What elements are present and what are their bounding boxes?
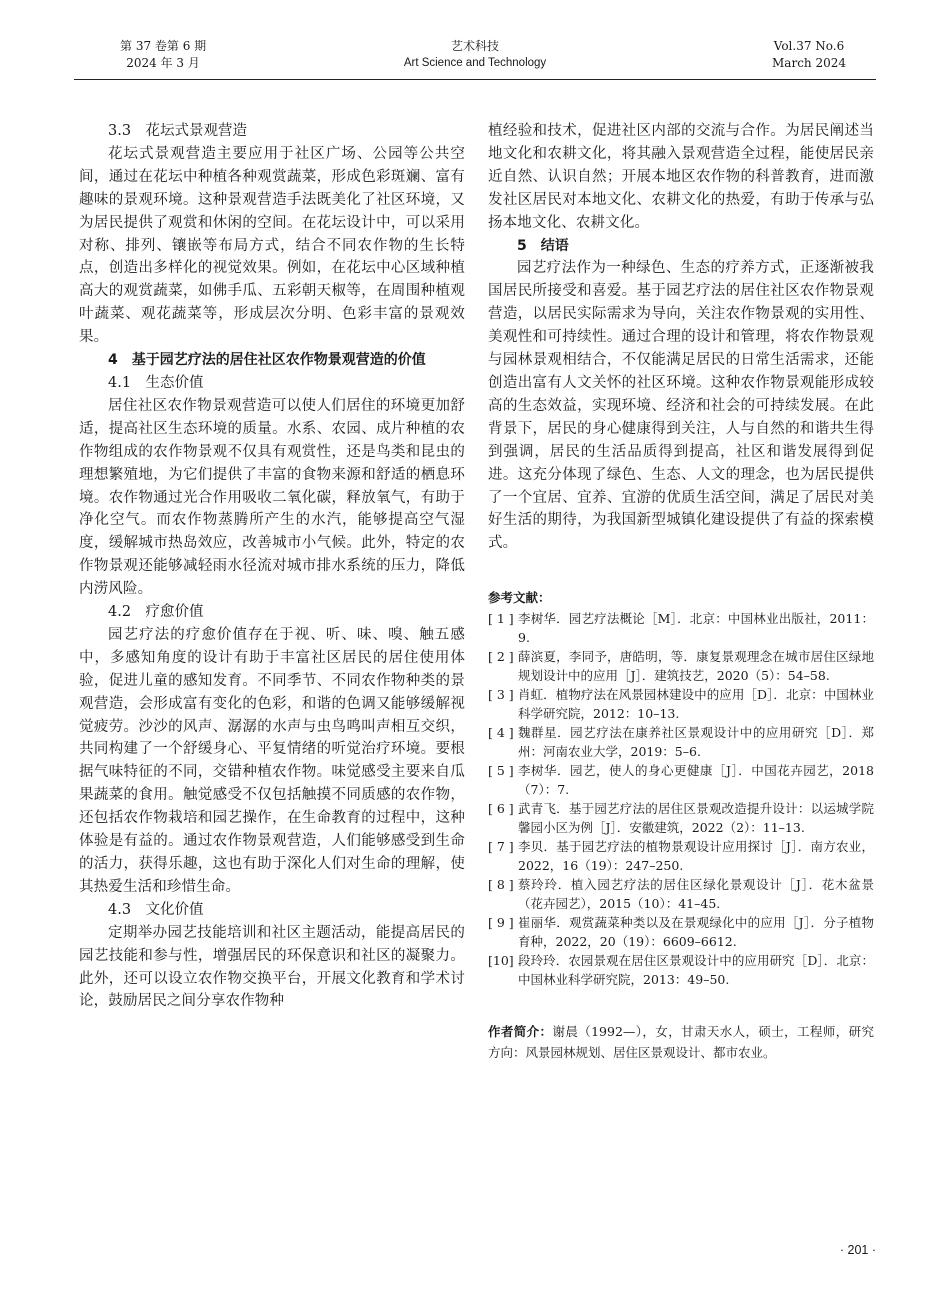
reference-number: [10]	[488, 953, 514, 969]
reference-number: [ 5 ]	[488, 763, 514, 779]
section-5-heading: 5 结语	[517, 237, 569, 254]
references-heading: 参考文献：	[488, 590, 551, 606]
reference-item	[488, 647, 874, 685]
section-3-3-heading: 3.3 花坛式景观营造	[108, 123, 248, 139]
section-4-heading: 4 基于园艺疗法的居住社区农作物景观营造的价值	[108, 352, 426, 369]
section-4-3-heading: 4.3 文化价值	[108, 901, 204, 918]
reference-text: 魏群星．园艺疗法在康养社区景观设计中的应用研究［D］．郑州：河南农业大学，2019：5–6.	[518, 725, 874, 760]
header-journal-title-en: Art Science and Technology	[403, 57, 547, 69]
reference-text: 武青飞．基于园艺疗法的居住区景观改造提升设计：以运城学院馨园小区为例［J］．安徽建筑，2022（2）：11–13.	[518, 801, 874, 836]
left-column	[79, 120, 465, 1013]
header-journal	[74, 38, 876, 72]
reference-item	[488, 685, 874, 723]
header-rule	[74, 79, 876, 80]
section-4-3-paragraph: 定期举办园艺技能培训和社区主题活动，能提高居民的园艺技能和参与性，增强居民的环保意识和社区的凝聚力。此外，还可以设立农作物交换平台，开展文化教育和学术讨论，鼓励居民之间分享农作物种	[79, 924, 465, 1010]
reference-item	[488, 761, 874, 799]
reference-item	[488, 951, 874, 989]
reference-item	[488, 799, 874, 837]
section-4-2-heading: 4.2 疗愈价值	[108, 604, 204, 621]
reference-text: 李贝．基于园艺疗法的植物景观设计应用探讨［J］．南方农业，2022，16（19）：247–250.	[518, 839, 874, 874]
reference-item	[488, 837, 874, 875]
reference-text: 薛滨夏，李同予，唐皓明，等．康复景观理念在城市居住区绿地规划设计中的应用［J］．建筑技艺，2020（5）：54–58.	[518, 649, 874, 684]
reference-item	[488, 913, 874, 951]
section-4-2-paragraph: 园艺疗法的疗愈价值存在于视、听、味、嗅、触五感中，多感知角度的设计有助于丰富社区居民的居住使用体验，促进儿童的感知发育。不同季节、不同农作物种类的景观营造，会形成富有变化的色彩，和谐的色调又能够缓解视觉疲劳。沙沙的风声、潺潺的水声与虫鸟鸣叫声相互交织，共同构建了一个舒缓身心、平复情绪的听觉治疗环境。要根据气味特征的不同，交错种植农作物。味觉感受主要来自瓜果蔬菜的食用。触觉感受不仅包括触摸不同质感的农作物，还包括农作物栽培和园艺操作，在生命教育的过程中，这种体验是有益的。通过农作物景观营造，人们能够感受到生命的活力，获得乐趣，这也有助于深化人们对生命的理解，使其热爱生活和珍惜生命。	[79, 626, 465, 895]
references	[488, 589, 874, 989]
section-4-1-heading: 4.1 生态价值	[108, 374, 204, 391]
header-volume-en: Vol.37 No.6	[773, 39, 845, 53]
reference-item	[488, 609, 874, 647]
reference-number: [ 4 ]	[488, 725, 514, 741]
header-date: 2024 年 3 月	[126, 56, 200, 70]
reference-item	[488, 723, 874, 761]
author-bio-label: 作者简介：	[488, 1024, 553, 1040]
header-journal-title-cn: 艺术科技	[450, 39, 499, 53]
section-4-1-paragraph: 居住社区农作物景观营造可以使人们居住的环境更加舒适，提高社区生态环境的质量。水系、农园、成片种植的农作物组成的农作物景观不仅具有观赏性，还是鸟类和昆虫的理想繁殖地，为它们提供了丰富的食物来源和舒适的栖息环境。农作物通过光合作用吸收二氧化碳，释放氧气，有助于净化空气。而农作物蒸腾所产生的水汽，能够提高空气湿度，缓解城市热岛效应，改善城市小气候。此外，特定的农作物景观还能够减轻雨水径流对城市排水系统的压力，降低内涝风险。	[79, 397, 465, 598]
page-number: · 201 ·	[839, 1243, 876, 1257]
reference-number: [ 7 ]	[488, 839, 514, 855]
author-bio	[488, 1021, 874, 1063]
running-header	[74, 32, 876, 82]
reference-number: [ 3 ]	[488, 687, 514, 703]
header-volume: 第 37 卷第 6 期	[120, 39, 207, 53]
reference-text: 段玲玲．农园景观在居住区景观设计中的应用研究［D］．北京：中国林业科学研究院，2013：49–50.	[518, 953, 874, 988]
section-3-3-paragraph: 花坛式景观营造主要应用于社区广场、公园等公共空间，通过在花坛中种植各种观赏蔬菜，形成色彩斑斓、富有趣味的景观环境。这种景观营造手法既美化了社区环境，又为居民提供了观赏和休闲的空间。在花坛设计中，可以采用对称、排列、镶嵌等布局方式，结合不同农作物的生长特点，创造出多样化的视觉效果。例如，在花坛中心区域种植高大的观赏蔬菜，如佛手瓜、五彩朝天椒等，在周围种植观叶蔬菜、观花蔬菜等，形成层次分明、色彩丰富的景观效果。	[79, 145, 465, 346]
reference-number: [ 1 ]	[488, 611, 514, 627]
reference-text: 崔丽华．观赏蔬菜种类以及在景观绿化中的应用［J］．分子植物育种，2022，20（19）：6609–6612.	[518, 915, 874, 950]
section-5-paragraph: 园艺疗法作为一种绿色、生态的疗养方式，正逐渐被我国居民所接受和喜爱。基于园艺疗法的居住社区农作物景观营造，以居民实际需求为导向，关注农作物景观的实用性、美观性和可持续性。通过合理的设计和管理，将农作物景观与园林景观相结合，不仅能满足居民的日常生活需求，还能创造出富有人文关怀的社区环境。这种农作物景观能形成较高的生态效益，实现环境、经济和社会的可持续发展。在此背景下，居民的身心健康得到关注，人与自然的和谐共生得到强调，居民的生活品质得到提高，社区和谐发展得到促进。这充分体现了绿色、生态、人文的理念，也为居民提供了一个宜居、宜养、宜游的优质生活空间，满足了居民对美好生活的期待，为我国新型城镇化建设提供了有益的探索模式。	[488, 260, 874, 552]
right-column	[488, 120, 874, 1063]
reference-item	[488, 875, 874, 913]
author-bio-text: 谢晨（1992—），女，甘肃天水人，硕士，工程师，研究方向：风景园林规划、居住区景观设计、都市农业。	[488, 1024, 874, 1061]
reference-number: [ 2 ]	[488, 649, 514, 665]
reference-number: [ 9 ]	[488, 915, 514, 931]
reference-text: 肖虹．植物疗法在风景园林建设中的应用［D］．北京：中国林业科学研究院，2012：10–13.	[518, 687, 874, 722]
reference-text: 李树华．园艺疗法概论［M］．北京：中国林业出版社，2011：9.	[518, 611, 874, 646]
header-date-en: March 2024	[772, 56, 846, 70]
reference-number: [ 6 ]	[488, 801, 514, 817]
header-volume-info-en	[772, 38, 846, 72]
section-4-3-paragraph-continued: 植经验和技术，促进社区内部的交流与合作。为居民阐述当地文化和农耕文化，将其融入景观营造全过程，能使居民亲近自然、认识自然；开展本地区农作物的科普教育，进而激发社区居民对本地文化、农耕文化的热爱，有助于传承与弘扬本地文化、农耕文化。	[488, 123, 874, 231]
reference-text: 蔡玲玲．植入园艺疗法的居住区绿化景观设计［J］．花木盆景（花卉园艺），2015（10）：41–45.	[518, 877, 874, 912]
reference-list	[488, 609, 874, 989]
reference-text: 李树华．园艺，使人的身心更健康［J］．中国花卉园艺，2018（7）：7.	[518, 763, 874, 798]
reference-number: [ 8 ]	[488, 877, 514, 893]
